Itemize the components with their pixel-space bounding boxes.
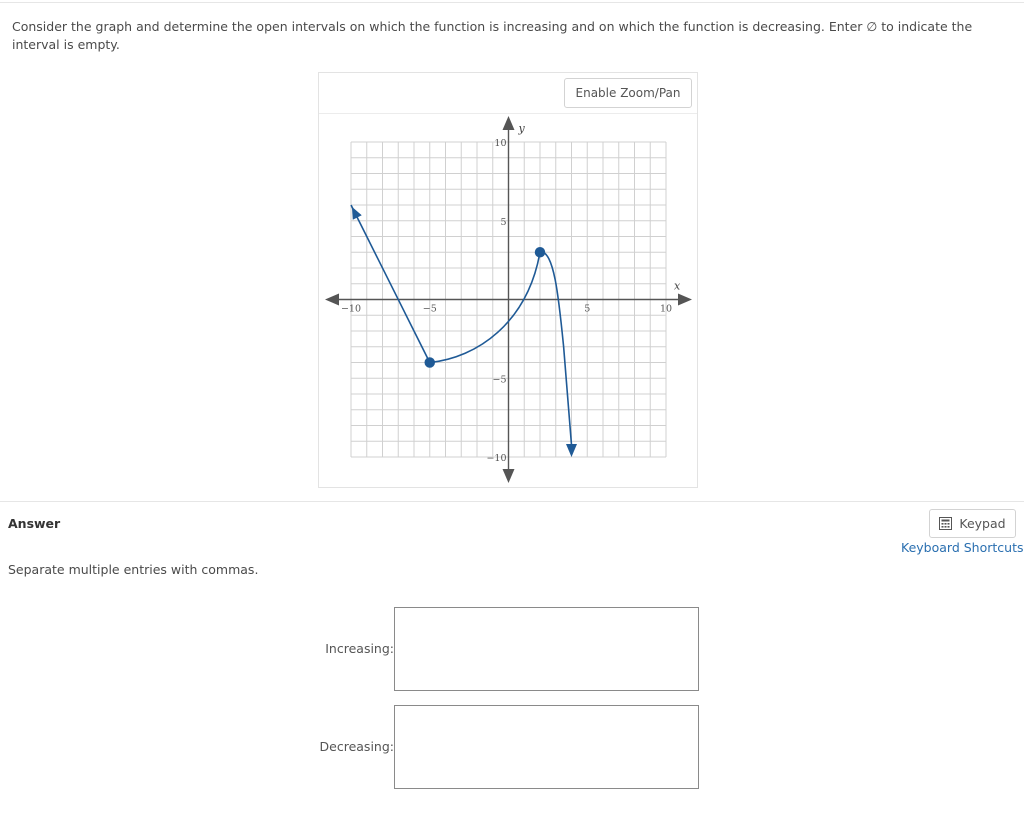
increasing-input[interactable] — [394, 607, 699, 691]
x-tick-label: −5 — [422, 303, 437, 315]
decreasing-input[interactable] — [394, 705, 699, 789]
y-tick-label: 5 — [500, 216, 507, 228]
y-axis-arrow-up — [503, 116, 515, 130]
x-axis-arrow-right — [678, 294, 692, 306]
increasing-label: Increasing: — [325, 641, 394, 656]
answer-heading: Answer — [8, 516, 61, 531]
section-divider — [0, 501, 1024, 502]
y-tick-label: −5 — [492, 374, 507, 386]
graph-panel — [318, 72, 698, 488]
entry-hint: Separate multiple entries with commas. — [8, 562, 259, 577]
question-text: Consider the graph and determine the open intervals on which the function is increasing and on which the function is decreasing. Enter ∅ to indicate the interval is empty. — [12, 19, 973, 52]
x-axis-arrow-left — [325, 294, 339, 306]
curve-point — [536, 248, 545, 257]
calculator-icon — [939, 517, 952, 530]
curve-arrow-right — [566, 444, 577, 457]
keyboard-shortcuts-link[interactable]: Keyboard Shortcuts — [901, 540, 1024, 555]
y-tick-label: −10 — [486, 453, 507, 464]
top-divider — [0, 2, 1024, 3]
y-axis-label: y — [518, 122, 525, 135]
y-tick-label: 10 — [494, 138, 507, 149]
curve-point — [425, 358, 434, 367]
enable-zoom-pan-button[interactable]: Enable Zoom/Pan — [564, 78, 692, 108]
x-tick-label: −10 — [340, 303, 362, 315]
y-axis-arrow-down — [503, 469, 515, 483]
curve-segment-middle — [430, 252, 540, 362]
x-tick-label: 5 — [584, 303, 591, 315]
keypad-button[interactable] — [929, 509, 1016, 538]
x-axis-label: x — [674, 279, 681, 293]
function-graph — [319, 73, 699, 489]
x-tick-label: 10 — [659, 303, 673, 315]
keypad-label: Keypad — [959, 516, 1006, 531]
decreasing-label: Decreasing: — [319, 739, 394, 754]
